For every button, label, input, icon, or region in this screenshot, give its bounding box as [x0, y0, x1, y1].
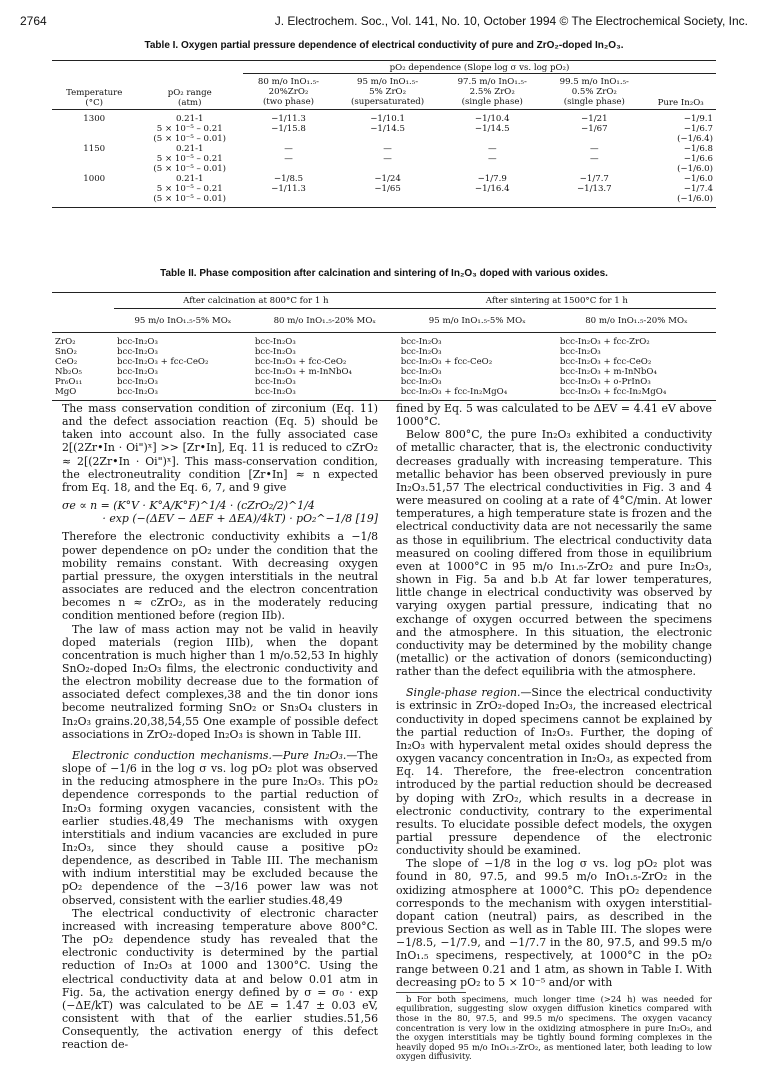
cell: bcc-In₂O₃ — [254, 336, 296, 347]
cell: −1/11.3 −1/15.8 — [271, 113, 306, 134]
row-range: 0.21-1 5 × 10⁻⁵ – 0.21 (5 × 10⁻⁵ – 0.01) — [153, 173, 227, 204]
cell: bcc-In₂O₃ + fcc-CeO₂ — [400, 356, 493, 367]
table-row — [52, 357, 716, 367]
row-temp: 1000 — [83, 173, 106, 184]
cell: bcc-In₂O₃ + m-InNbO₄ — [559, 366, 657, 377]
dopant: Pr₆O₁₁ — [55, 376, 83, 387]
cell: −1/21 −1/67 — [581, 113, 608, 134]
section-heading: Electronic conduction mechanisms.—Pure In₂O₃. — [72, 748, 347, 762]
table-row — [52, 144, 716, 174]
table1-spanner: pO₂ dependence (Slope log σ vs. log pO₂) — [243, 61, 716, 74]
table-row — [52, 387, 716, 401]
cell: — — — [590, 143, 599, 164]
col-95-mo: 95 m/o InO₁.₅- 5% ZrO₂ (supersaturated) — [351, 77, 425, 107]
dopant: ZrO₂ — [55, 336, 76, 347]
cell: −1/7.7 −1/13.7 — [576, 173, 612, 194]
dopant: MgO — [55, 386, 77, 397]
equation-19 — [62, 499, 378, 525]
cell: bcc-In₂O₃ — [117, 336, 158, 347]
cell: −1/9.1 −1/6.7 (−1/6.4) — [677, 113, 713, 144]
paragraph: The law of mass action may not be valid in heavily doped materials (region IIIb), when the dopant concentration is much higher than 1 m/o.52,53 In highly SnO₂-doped In₂O₃ films, the electronic conductivity and the electron mobility decrease due to the formation of associated defect complexes,38 and the tin donor ions become neutralized forming SnO₂ or Sn₃O₄ clusters in In₂O₃ grains.20,38,54,55 One example of possible defect associations in ZrO₂-doped In₂O₃ is shown in Table III. — [62, 622, 378, 741]
cell: −1/10.4 −1/14.5 — [474, 113, 510, 134]
paragraph: fined by Eq. 5 was calculated to be ΔEV = 4.41 eV above 1000°C. — [396, 402, 712, 429]
cell: −1/10.1 −1/14.5 — [370, 113, 405, 134]
cell: bcc-In₂O₃ + m-InNbO₄ — [254, 366, 352, 377]
left-column — [62, 402, 378, 1052]
table-row — [52, 367, 716, 377]
cell: bcc-In₂O₃ — [117, 386, 158, 397]
sub-col: 80 m/o InO₁.₅-20% MOₓ — [273, 316, 377, 326]
col-temperature: Temperature (°C) — [66, 87, 123, 108]
row-range: 0.21-1 5 × 10⁻⁵ – 0.21 (5 × 10⁻⁵ – 0.01) — [153, 113, 227, 144]
cell: −1/24 −1/65 — [374, 173, 401, 194]
table2 — [52, 292, 716, 401]
cell: −1/7.9 −1/16.4 — [474, 173, 510, 194]
row-range: 0.21-1 5 × 10⁻⁵ – 0.21 (5 × 10⁻⁵ – 0.01) — [153, 143, 227, 174]
cell: bcc-In₂O₃ + fcc-ZrO₂ — [559, 336, 650, 347]
cell: −1/6.8 −1/6.6 (−1/6.0) — [677, 143, 713, 174]
page-number: 2764 — [20, 14, 47, 28]
sub-col: 95 m/o InO₁.₅-5% MOₓ — [134, 316, 232, 326]
row-temp: 1150 — [83, 143, 106, 154]
cell: bcc-In₂O₃ — [400, 366, 442, 377]
cell: bcc-In₂O₃ — [400, 376, 442, 387]
footnote-rule — [396, 992, 466, 993]
table2-group-sintering: After sintering at 1500°C for 1 h — [398, 293, 716, 309]
right-column — [396, 402, 712, 1062]
paragraph: The electrical conductivity of electronic character increased with increasing temperature above 800°C. The pO₂ dependence study has revealed that the electronic conductivity is determined by the partial reduction of In₂O₃ at 1000 and 1300°C. Using the electrical conductivity data at and below 0.01 atm in Fig. 5a, the activation energy defined by σ = σ₀ · exp (−ΔE/kT) was calculated to be ΔE = 1.47 ± 0.03 eV, consistent with that of the earlier studies.51,56 Consequently, the activation energy of this defect reaction de- — [62, 906, 378, 1052]
row-temp: 1300 — [83, 113, 106, 124]
journal-citation: J. Electrochem. Soc., Vol. 141, No. 10, October 1994 © The Electrochemical Society, Inc. — [274, 14, 748, 28]
cell: bcc-In₂O₃ + o-PrInO₃ — [559, 376, 651, 387]
equation-line: · exp (−(ΔEV − ΔEF + ΔEA)/4kT) · pO₂^−1/8 [19] — [102, 512, 378, 526]
table2-title: Table II. Phase composition after calcination and sintering of In₂O₃ doped with various oxides. — [160, 268, 608, 279]
table-row — [52, 174, 716, 208]
table-row — [52, 337, 716, 347]
cell: — — — [383, 143, 392, 164]
table-row — [52, 347, 716, 357]
table1-title: Table I. Oxygen partial pressure dependence of electrical conductivity of pure and ZrO₂-doped In₂O₃. — [144, 40, 624, 51]
cell: bcc-In₂O₃ — [254, 376, 296, 387]
cell: bcc-In₂O₃ — [117, 366, 158, 377]
col-99-5-mo: 99.5 m/o InO₁.₅- 0.5% ZrO₂ (single phase) — [559, 77, 629, 107]
dopant: Nb₂O₅ — [55, 366, 82, 377]
footnote: b For both specimens, much longer time (>24 h) was needed for equilibration, suggesting slow oxygen diffusion kinetics compared with those in the 80, 97.5, and 99.5 m/o specimens. The oxygen vacancy concentration is very low in the oxidizing atmosphere in pure In₂O₃, and the oxygen interstitials may be tightly bound forming complexes in the heavily doped 95 m/o InO₁.₅-ZrO₂, as mentioned later, both leading to low oxygen diffusivity. — [396, 993, 712, 1062]
cell: bcc-In₂O₃ + fcc-CeO₂ — [117, 356, 209, 367]
col-97-5-mo: 97.5 m/o InO₁.₅- 2.5% ZrO₂ (single phase) — [457, 77, 527, 107]
table2-group-calcination: After calcination at 800°C for 1 h — [114, 293, 398, 309]
paragraph: Below 800°C, the pure In₂O₃ exhibited a conductivity of metallic character, that is, the electronic conductivity decreases gradually with increasing temperature. This metallic behavior has been observed previously in pure In₂O₃.51,57 The electrical conductivities in Fig. 3 and 4 were measured on cooling at a rate of 4°C/min. At lower temperatures, a high temperature state is frozen and the electrical conductivity data are not necessarily the same as those in equilibrium. The electrical conductivity data measured on cooling differed from those in equilibrium even at 1000°C in 95 m/o In₁.₅-ZrO₂ and pure In₂O₃, shown in Fig. 5a and b.b At far lower temperatures, little change in electrical conductivity was observed by varying oxygen partial pressure, indicating that no exchange of oxygen occurred between the specimens and the atmosphere. In this situation, the electronic conductivity may be determined by the mobility change (metallic) or the activation of donors (semiconducting) rather than the defect equilibria with the atmosphere. — [396, 428, 712, 679]
dopant: CeO₂ — [55, 356, 78, 367]
paragraph: —Since the electrical conductivity is extrinsic in ZrO₂-doped In₂O₃, the increased electrical conductivity in doped specimens cannot be explained by the partial reduction of In₂O₃. Further, the doping of In₂O₃ with hypervalent metal oxides should depress the oxygen vacancy concentration in In₂O₃, as expected from Eq. 14. Therefore, the free-electron concentration introduced by the partial reduction should be decreased by doping with ZrO₂, which results in a decrease in electronic conductivity, contrary to the experimental results. To elucidate possible defect models, the oxygen partial pressure dependence of the electronic conductivity should be examined. — [396, 686, 712, 858]
cell: bcc-In₂O₃ — [117, 346, 158, 357]
section-heading: Single-phase region. — [406, 686, 521, 700]
cell: bcc-In₂O₃ + fcc-In₂MgO₄ — [559, 386, 667, 397]
cell: — — — [284, 143, 293, 164]
sub-col: 95 m/o InO₁.₅-5% MOₓ — [428, 316, 526, 326]
table1 — [52, 60, 716, 208]
cell: −1/8.5 −1/11.3 — [271, 173, 306, 194]
cell: bcc-In₂O₃ + fcc-In₂MgO₄ — [400, 386, 508, 397]
paragraph: Therefore the electronic conductivity exhibits a −1/8 power dependence on pO₂ under the condition that the mobility remains constant. With decreasing oxygen partial pressure, the oxygen interstitials in the neutral associates are reduced and the electron concentration becomes n ≈ cZrO₂, as in the moderately reducing condition mentioned before (region IIb). — [62, 530, 378, 623]
paragraph: The mass conservation condition of zirconium (Eq. 11) and the defect association reaction (Eq. 5) should be taken into account also. In the fully associated case 2[(2Zr•In · Oi")ˣ] >> [Zr•In], Eq. 11 is reduced to cZrO₂ ≈ 2[(2Zr•In · Oi")ˣ]. This mass-conservation condition, the electroneutrality condition [Zr•In] ≈ n expected from Eq. 18, and the Eq. 6, 7, and 9 give — [62, 402, 378, 494]
cell: bcc-In₂O₃ — [559, 346, 601, 357]
col-pure-in2o3: Pure In₂O₃ — [657, 98, 704, 108]
cell: bcc-In₂O₃ — [400, 346, 442, 357]
running-header — [20, 14, 748, 30]
table-row — [52, 114, 716, 144]
cell: bcc-In₂O₃ + fcc-CeO₂ — [559, 356, 652, 367]
cell: bcc-In₂O₃ — [254, 346, 296, 357]
equation-line: σe ∝ n = (K°V · K°A/K°F)^1/4 · (cZrO₂/2)^1/4 — [62, 499, 315, 513]
cell: bcc-In₂O₃ — [117, 376, 158, 387]
table-row — [52, 377, 716, 387]
paragraph: —The slope of −1/6 in the log σ vs. log pO₂ plot was observed in the reducing atmosphere in the pure In₂O₃. This pO₂ dependence corresponds to the partial reduction of In₂O₃ forming oxygen vacancies, consistent with the earlier studies.48,49 The mechanisms with oxygen interstitials and indium vacancies are excluded in pure In₂O₃, since they should cause a positive pO₂ dependence, as described in Table III. The mechanism with indium interstitial may be excluded because the pO₂ dependence of the −3/16 power law was not observed, consistent with the earlier studies.48,49 — [62, 748, 378, 907]
cell: −1/6.0 −1/7.4 (−1/6.0) — [677, 173, 713, 204]
col-po2-range: pO₂ range (atm) — [167, 87, 212, 108]
paragraph: The slope of −1/8 in the log σ vs. log pO₂ plot was found in 80, 97.5, and 99.5 m/o InO₁.₅-ZrO₂ in the oxidizing atmosphere at 1000°C. This pO₂ dependence corresponds to the mechanism with oxygen interstitial-dopant cation (neutral) pairs, as described in the previous Section as well as in Table III. The slopes were −1/8.5, −1/7.9, and −1/7.7 in the 80, 97.5, and 99.5 m/o InO₁.₅ specimens, respectively, at 1000°C in the pO₂ range between 0.21 and 1 atm, as shown in Table I. With decreasing pO₂ to 5 × 10⁻⁵ and/or with — [396, 857, 712, 989]
dopant: SnO₂ — [55, 346, 77, 357]
cell: — — — [487, 143, 497, 164]
sub-col: 80 m/o InO₁.₅-20% MOₓ — [585, 316, 688, 326]
cell: bcc-In₂O₃ — [254, 386, 296, 397]
col-80-mo: 80 m/o InO₁.₅- 20%ZrO₂ (two phase) — [257, 77, 320, 107]
cell: bcc-In₂O₃ + fcc-CeO₂ — [254, 356, 347, 367]
cell: bcc-In₂O₃ — [400, 336, 442, 347]
